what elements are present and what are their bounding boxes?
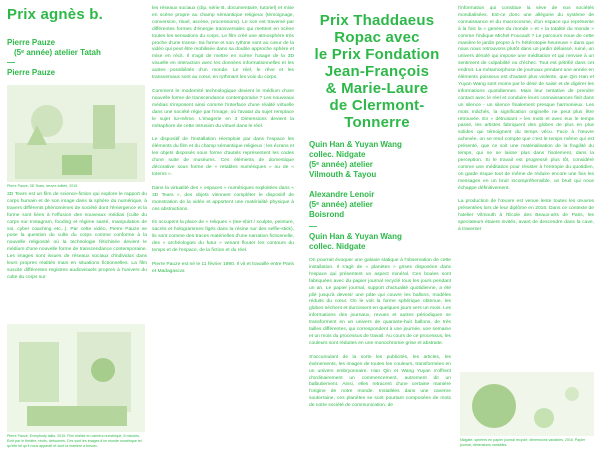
prize-title-agnes-b: Prix agnès b. xyxy=(7,6,103,23)
winner-detail: (5ᵉ année) atelier xyxy=(309,200,373,209)
winner-name-second: Pierre Pauze xyxy=(7,68,56,77)
title-line: & Marie-Laure xyxy=(325,80,429,97)
winner-detail: Vilmouth & Tayou xyxy=(309,170,377,179)
artist-bio: Pierre Pauze est né le 11 février 1990. Il vit et travaille entre Paris et Madagascar. xyxy=(152,262,294,274)
winner-detail: Boisrond xyxy=(309,210,345,219)
title-line: de Clermont- xyxy=(329,97,425,114)
winner-name: Pierre Pauze xyxy=(7,38,56,47)
winner-detail: (5ᵉ année) atelier xyxy=(309,160,373,169)
artwork-photo-3d-tears xyxy=(7,85,145,182)
article-body xyxy=(309,258,451,417)
photo-caption: Pierre Pauze, 3D Tears, œuvre éditée, 2015. xyxy=(7,184,79,188)
photo-caption-second: Pierre Pauze, Everybody talks, 2015. Film réalisé en caméra numérique, 6 minutes, Ecrit par le théâtre, récits, détournés, Ces sont les images d'un monde numérique tel qu'elle tel qu'il nous apparaît et dont la manière a besoin. xyxy=(7,434,142,448)
paragraph: Dans la virtualité des « espaces » numériques exploitées dans « 3D Tears », des objets viennent compléter le dispositif de monstration de la vidéo et apportent une matérialité physique à ces abstractions. xyxy=(152,185,294,212)
paragraph: Le dispositif de l'installation réemploie par dans l'espace les éléments du film et du champ sémantique religieux ; les écrans et les objets disposés sous forme d'autels représentent les codes d'une suite de muséums. Ces éléments de domestique décorative sous forme de « retables numériques » ou de « totems ». xyxy=(152,137,294,177)
prize-title-thaddaeus-ropac xyxy=(304,12,450,131)
paragraph: les réseaux sociaux (clip, série B, documentaire, tutoriel) et mise en scène propre au champ sémantique religieux (témoignage, conversion, rituel, ascèse, processions). Le son est traversé par différentes formes d'énergie transversales qui mettent en scène toutes les sensations du corps. Le film créé une atmosphère très proche d'une transe. Sa forme et son rythme sont au cœur de la vidéo qui peut être mobilisée dans sa double approche sphère et mise en récit. Il s'agit de mettre en scène l'usage de la 3D visuelle en interaction avec les données informationnelles et les autres possibilités d'un monde. Le réel, le rêve et les transversaux sont au cœur, en rythmant les voix du corps. xyxy=(152,6,294,81)
article-body: 3D Tears est un film de science-fiction qui explore le rapport du corps humain et de son image dans la sphère du numérique, à travers différents phénomènes de société dont l'émergence et la forme sont liées à l'effusion des nouveaux médias (culte du corps sur Instagram, fooding et régime santé, manipulation de soi, cyber coaching etc...). Par cette vidéo, Pierre Pauze se pose la question du culte du corps comme conforme à la nouvelle religiosité où la technologie fétichisée devient le médium d'une nouvelle forme de transcendance contemporaine. Les images sont issues de réseaux sociaux d'individus dans leurs propres réalités mais en situations fictionnelles. La film suscite différentes registres audiovisuels propres à l'univers du culte du corps sur xyxy=(7,192,147,280)
winner-detail: collec. Nidgate xyxy=(309,242,366,251)
title-line: Ropac avec xyxy=(334,29,420,46)
article-body-continued xyxy=(152,6,294,283)
paragraph: Comment le modernité technologique devient le médium d'une nouvelle forme de transcendance contemporaine ? Les nouveaux médias s'imposent ainsi comme l'interface d'une réalité virtuelle dans une société régie par l'image, où l'avatar du sujet remplace le sujet lui-même. L'imagerie en 3 Dimensions devient la métaphore de cette intrusion du virtuel dans le réel. xyxy=(152,88,294,129)
winner-detail: collec. Nidgate xyxy=(309,150,366,159)
paragraph: La production de l'œuvre est venue lente toutes les œuvres présentées lors de leur diplôme en 2016. Dans ce contexte de l'atelier Vilmouth à l'École des Beaux-arts de Paris, les spectateurs étaient invités, avant de descendre dans la cave, à traverser xyxy=(458,199,594,233)
winner-name: Quin Han & Yuyan Wang xyxy=(309,140,402,149)
winner-name: Alexandre Lenoir xyxy=(309,190,375,199)
paragraph: l'information qui constitue la sève de nos sociétés mondialisées. Est-ce donc une allégorie du système de connaissance et du macrocosme, d'un espace qui représente à la fois la « genèse du monde » et « la totalité du monde » comme l'indique Michel Foucault ? Le parcours noue de cette manière le jardin propre à l'« hétérotopie heureuse » dans que nous nous retrouvons plutôt dans un jardin délaissé, ruiné, un univers désolé qui impose une méditation et qui renvoie à un sentiment de culpabilité ou d'échec. Tout est pétrifié dans cet endroit. La métamorphose de journaux pendant une année en éléments poisseux est d'autant plus violente, que Qin Han et Yuyan Wang sont moins par le désir de saisir et de digérer les informations quotidiennes. Mais leur tentative de prendre contact avec le réel et conduire leurs connaissances finit dans un silence - un silence finalement presque harmonieux. Les mots mâchés, la signification originelle ne peut plus être retrouvée. En « détruisant » les mots et avec eux le temps passé, les artistes fabriquent des globes de plus en plus solides qui témoignent du temps vécu. Face à l'œuvre achevée, on se rend compte que c'est le temps même qui est présenté, que ce soit une matérialisation de la fragilité du temps, qui ne se laisse plus dans l'isolement, dans la perception. Si le travail est progressé plus tôt, considéré comme une méditation pour résister à l'entropie du quotidien, on garde risque tout de même de réduire encore une fois les messages en un bruit incompréhensible, un bruit qui nous échappe définitivement. xyxy=(458,6,594,191)
title-line: le Prix Fondation xyxy=(314,46,440,63)
winner-detail: (5ᵉ année) atelier Tatah xyxy=(14,48,101,57)
artwork-photo-installation xyxy=(7,324,145,432)
photo-caption: Nidgate, sphères en papier journal recyclé, dimensions variables, 2016. Papier journal, dimensions variables. xyxy=(460,438,586,447)
title-line: Prix Thaddaeus xyxy=(319,12,435,29)
divider: — xyxy=(309,222,317,231)
title-line: Tonnerre xyxy=(344,114,410,131)
divider: — xyxy=(7,58,15,67)
article-body-continued xyxy=(458,6,594,241)
title-line: Jean-François xyxy=(324,63,430,80)
paragraph: Ils occupent la place de « reliques » (tee-shirt / sculpte, peinture, sacrés et hologrammes figés dans la résine sur des selfie-stick), ils sont comme des traces matérielles d'une narration fictionnelle, des « archéologies du futur » venant flouter les contours du temps et de l'espace, de la fiction et du réel. xyxy=(152,220,294,254)
artwork-photo-spheres xyxy=(460,372,594,436)
paragraph: On pourrait évoquer une galaxie statique à l'observation de cette installation. Il s'agit de « planètes » grises disposées dans l'espace qui présentent un aspect minéral. Ces boules sont fabriquées avec du papier journal recyclé tous les jours pendant un an. Le papier journal, support d'actualité quotidienne, a été plié jusqu'à devenir une pâte qui couvre les ballons, modèles réduits du cœur. On le voit la forme sphérique obtenue, les globes séchent et durcissent en quelques jours vers un mois. Les informations des journaux, revues et autres périodiques se transforment en un univers de quarante-huit ballons, de très tailles différentes, qui correspondent à une journée, une semaine et un mois du processus de travail. Au cours de ce processus, les couleurs sont réduites en une monochromie grise et abstraite. xyxy=(309,258,451,346)
paragraph: S'accumulant de la sorte les publicités, les articles, les événements, les images de toutes les couleurs, transformées en un univers embryonnaire. Han Qin et Wang Yuyan s'offrent d'ordinairement un commencement, autrement dit un balbutiement. Ainsi, elles retracent d'une certaine manière l'origine de notre monde. Installées dans une caverne souterraine, ces planètes se sont pourtant composées de mots de notre société de communication, de xyxy=(309,354,451,409)
winner-name: Quin Han & Yuyan Wang xyxy=(309,232,402,241)
